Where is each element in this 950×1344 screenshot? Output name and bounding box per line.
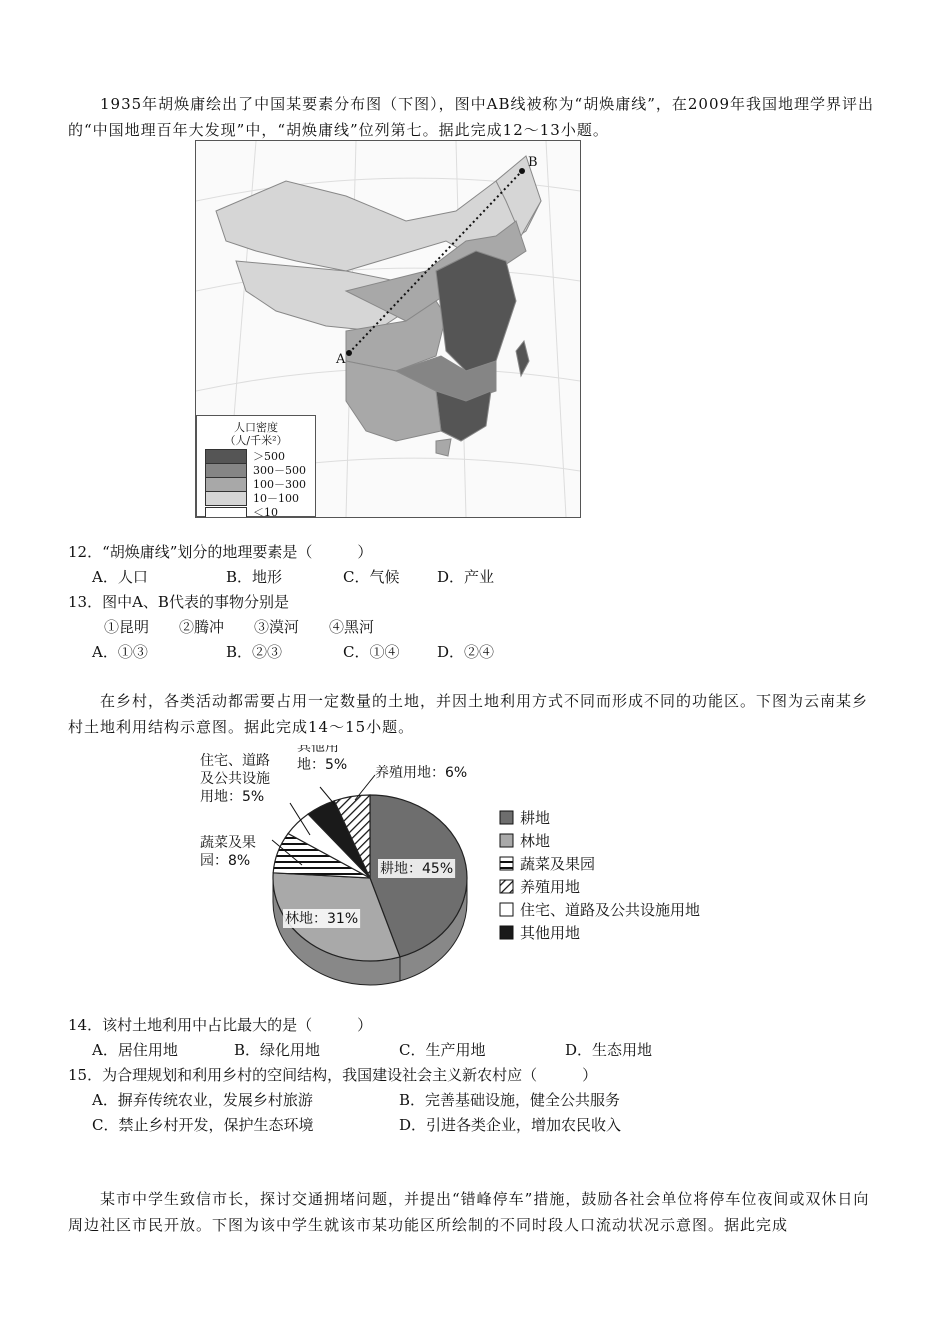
- q15-option-c[interactable]: C．禁止乡村开发，保护生态环境: [92, 1116, 314, 1134]
- legend-swatch: [500, 903, 513, 916]
- q14-option-c[interactable]: C．生产用地: [399, 1041, 486, 1059]
- q12-option-b[interactable]: B．地形: [226, 568, 283, 586]
- q13-items: ①昆明 ②腾冲 ③漠河 ④黑河: [104, 618, 375, 636]
- legend-label: 住宅、道路及公共设施用地: [520, 901, 701, 919]
- q14-option-b[interactable]: B．绿化用地: [234, 1041, 321, 1059]
- q13-option-b[interactable]: B．②③: [226, 643, 283, 661]
- legend-label: ＞500: [253, 450, 285, 463]
- pie-data-label: 蔬菜及果园：8%: [200, 835, 256, 869]
- q13-option-d[interactable]: D．②④: [437, 643, 495, 661]
- q15-option-d[interactable]: D．引进各类企业，增加农民收入: [399, 1116, 622, 1134]
- pie-data-label: 林地：31%: [285, 911, 359, 927]
- legend-title: 人口密度: [234, 421, 278, 434]
- legend-label: 林地: [520, 832, 551, 850]
- q15-option-a[interactable]: A．摒弃传统农业，发展乡村旅游: [92, 1091, 313, 1109]
- legend-label: ＜10: [253, 506, 278, 518]
- legend-swatch: [500, 880, 513, 893]
- q15-option-b[interactable]: B．完善基础设施，健全公共服务: [399, 1091, 621, 1109]
- legend-swatch: [500, 857, 513, 870]
- land-use-pie-chart: [190, 745, 710, 995]
- legend-item: [205, 504, 278, 518]
- legend-label: 300－500: [253, 464, 306, 477]
- q12-option-c[interactable]: C．气候: [343, 568, 400, 586]
- legend-swatch: [205, 507, 247, 518]
- q12-option-a[interactable]: A．人口: [92, 568, 148, 586]
- legend-label: 养殖用地: [520, 878, 581, 896]
- legend-label: 耕地: [520, 809, 551, 827]
- question-14: 14．该村土地利用中占比最大的是（ ）: [68, 1016, 373, 1034]
- pie-data-label: 其他用地：5%: [297, 745, 348, 773]
- point-b-label: B: [528, 155, 538, 170]
- population-density-map: [195, 140, 581, 518]
- q14-option-a[interactable]: A．居住用地: [92, 1041, 178, 1059]
- legend-label: 100－300: [253, 478, 306, 491]
- point-a-label: A: [336, 352, 346, 367]
- legend-swatch: [500, 811, 513, 824]
- legend-swatch: [500, 834, 513, 847]
- pie-data-label: 住宅、道路及公共设施用地：5%: [200, 753, 270, 805]
- legend-label: 10－100: [253, 492, 299, 505]
- q13-option-a[interactable]: A．①③: [92, 643, 148, 661]
- pie-svg: [190, 745, 710, 995]
- intro-land-use: 在乡村，各类活动都需要占用一定数量的土地，并因土地利用方式不同而形成不同的功能区。下图为云南某乡村土地利用结构示意图。据此完成14～15小题。: [68, 692, 869, 736]
- question-12: 12．“胡焕庸线”划分的地理要素是（ ）: [68, 543, 373, 561]
- pie-data-label: 耕地：45%: [380, 861, 454, 877]
- map-legend: [196, 415, 316, 517]
- q13-option-c[interactable]: C．①④: [343, 643, 400, 661]
- legend-label: 其他用地: [520, 924, 581, 942]
- pie-data-label: 养殖用地：6%: [375, 765, 468, 781]
- intro-traffic: 某市中学生致信市长，探讨交通拥堵问题，并提出“错峰停车”措施，鼓励各社会单位将停车位夜间或双休日向周边社区市民开放。下图为该中学生就该市某功能区所绘制的不同时段人口流动状况示意图。据此完成: [68, 1190, 870, 1234]
- legend-swatch: [500, 926, 513, 939]
- question-13: 13．图中A、B代表的事物分别是: [68, 593, 289, 611]
- question-15: 15．为合理规划和利用乡村的空间结构，我国建设社会主义新农村应（ ）: [68, 1066, 598, 1084]
- q14-option-d[interactable]: D．生态用地: [565, 1041, 653, 1059]
- legend-label: 蔬菜及果园: [520, 855, 596, 873]
- intro-hu-line: 1935年胡焕庸绘出了中国某要素分布图（下图），图中AB线被称为“胡焕庸线”，在2009年我国地理学界评出的“中国地理百年大发现”中，“胡焕庸线”位列第七。据此完成12～13小题。: [68, 95, 875, 139]
- legend-unit: （人/千米²）: [224, 434, 288, 447]
- q12-option-d[interactable]: D．产业: [437, 568, 495, 586]
- pie-leader-line: [320, 787, 335, 805]
